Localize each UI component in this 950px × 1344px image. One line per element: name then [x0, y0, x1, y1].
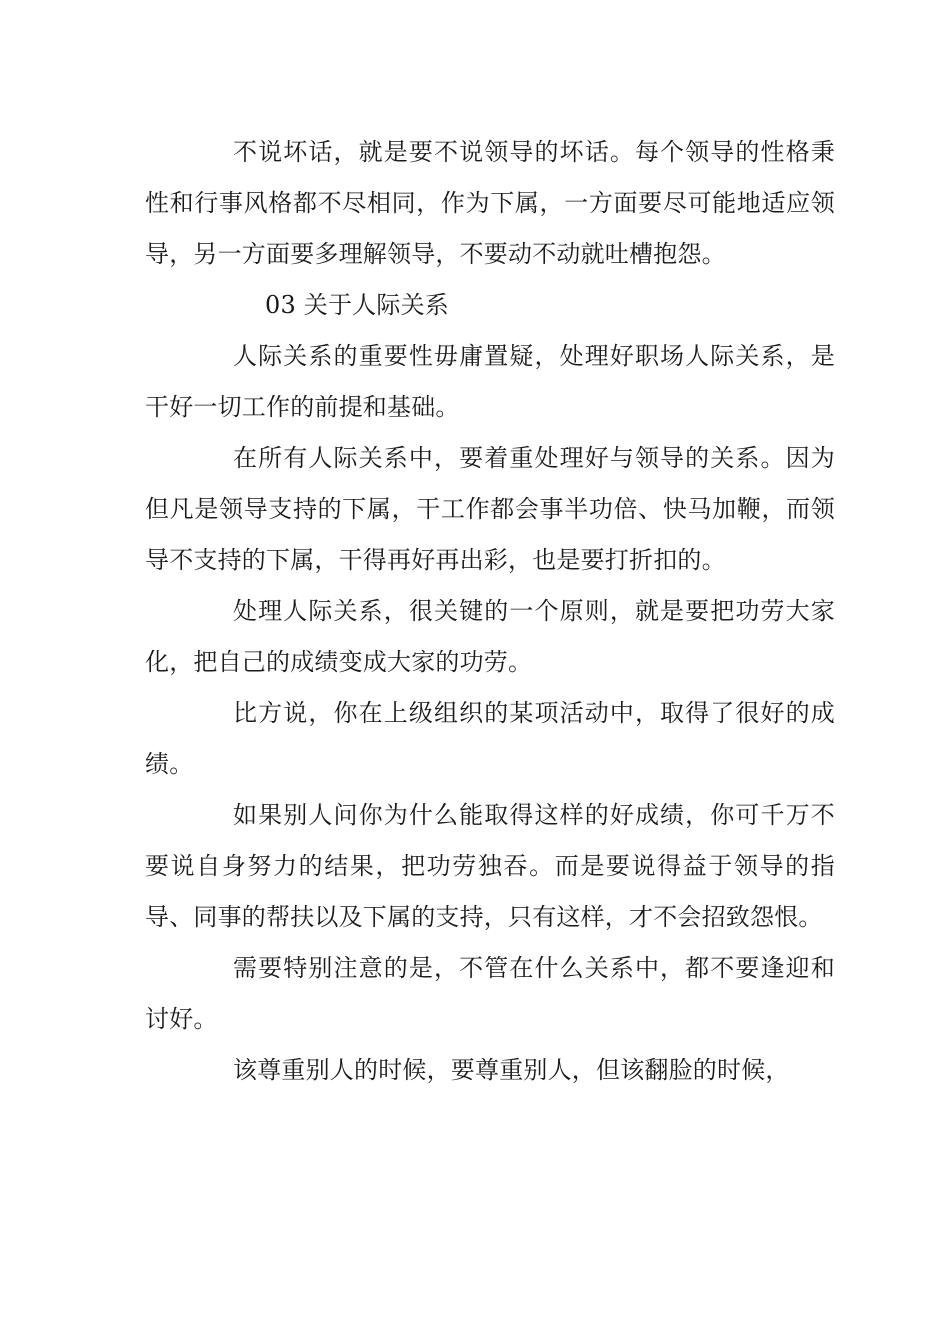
paragraph-leader-relation: 在所有人际关系中，要着重处理好与领导的关系。因为但凡是领导支持的下属，干工作都会事半功倍、快马加鞭，而领导不支持的下属，干得再好再出彩，也是要打折扣的。 — [145, 444, 835, 574]
paragraph-importance: 人际关系的重要性毋庸置疑，处理好职场人际关系，是干好一切工作的前提和基础。 — [145, 342, 835, 421]
paragraph-credit-principle: 处理人际关系，很关键的一个原则，就是要把功劳大家化，把自己的成绩变成大家的功劳。 — [145, 597, 835, 676]
paragraph-example: 比方说，你在上级组织的某项活动中，取得了很好的成绩。 — [145, 699, 835, 778]
paragraph-respect: 该尊重别人的时候，要尊重别人，但该翻脸的时候， — [233, 1056, 790, 1084]
section-heading: 03 关于人际关系 — [265, 291, 449, 319]
paragraph-no-flattery: 需要特别注意的是，不管在什么关系中，都不要逢迎和讨好。 — [145, 954, 835, 1033]
paragraph-bad-words: 不说坏话，就是要不说领导的坏话。每个领导的性格秉性和行事风格都不尽相同，作为下属，一方面要尽可能地适应领导，另一方面要多理解领导，不要动不动就吐槽抱怨。 — [145, 138, 835, 268]
document-body — [145, 127, 835, 1096]
paragraph-share-credit: 如果别人问你为什么能取得这样的好成绩，你可千万不要说自身努力的结果，把功劳独吞。而是要说得益于领导的指导、同事的帮扶以及下属的支持，只有这样，才不会招致怨恨。 — [145, 801, 835, 931]
